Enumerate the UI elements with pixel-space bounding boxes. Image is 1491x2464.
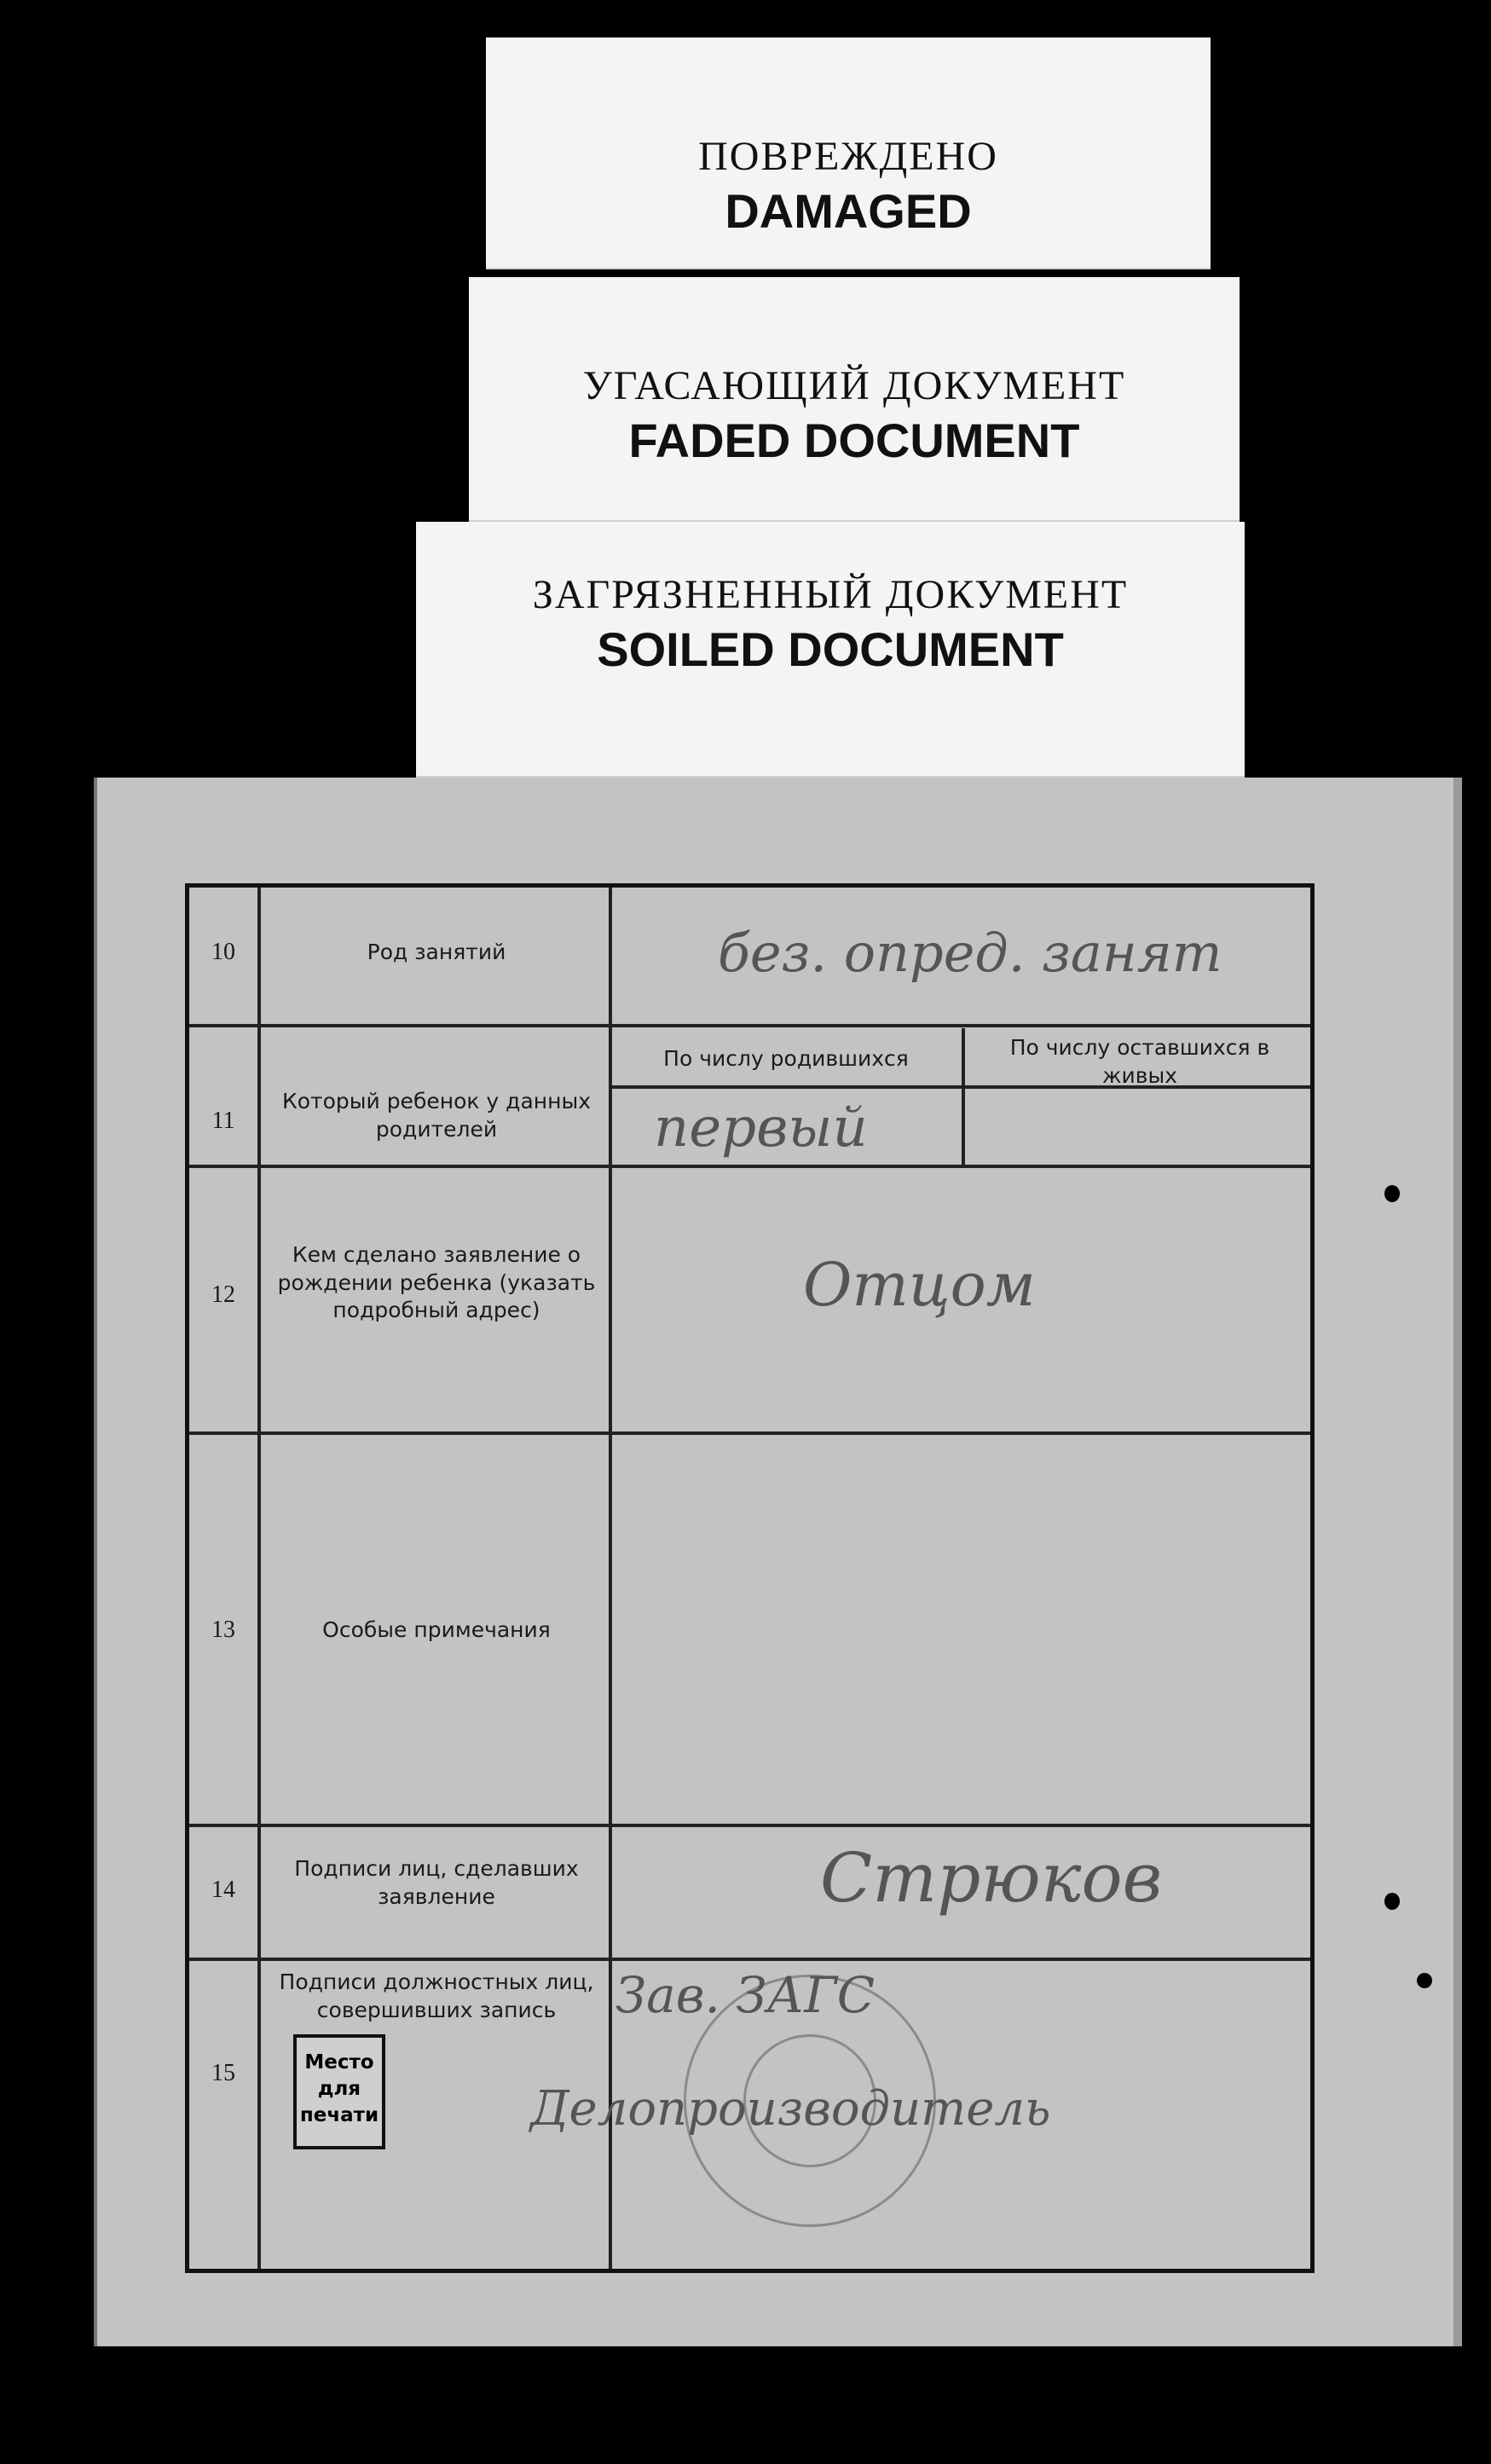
document-page [94,778,1453,2346]
row-divider [189,1024,1310,1027]
row-number: 13 [211,1617,235,1643]
stamp-place-box [293,2034,385,2149]
col-divider-label [609,888,612,2269]
soiled-label-ru: ЗАГРЯЗНЕННЫЙ ДОКУМЕНТ [532,572,1129,617]
handwritten-clerk-line: Делопроизводитель [530,2081,1051,2137]
damaged-label-ru: ПОВРЕЖДЕНО [698,134,998,179]
handwritten-child-order: первый [654,1096,868,1160]
row-divider [189,1432,1310,1435]
col-divider-num [257,888,261,2269]
row-number: 14 [211,1877,235,1903]
col-header-surviving: По числу оставшихся в живых [1009,1035,1270,1088]
soiled-label-card [416,522,1245,776]
handwritten-occupation: без. опред. занят [718,922,1222,984]
binding-hole [1417,1973,1432,1988]
row-label-child-order: Который ребенок у данных родителей [281,1089,591,1142]
page-edge [1453,778,1462,2346]
row-number: 15 [211,2060,235,2086]
soiled-label-en: SOILED DOCUMENT [597,622,1064,676]
row-divider [189,1824,1310,1827]
binding-hole [1384,1185,1400,1202]
row-label-declarant-signature: Подписи лиц, сделавших заявление [294,1856,579,1909]
row-divider [189,1958,1310,1961]
col-divider-sub [962,1028,965,1166]
stamp-place-label: Место для печати [299,2051,379,2127]
row-number: 11 [211,1108,235,1134]
row-label-declarant: Кем сделано заявление о рождении ребенка (указать подробный адрес) [277,1242,596,1322]
damaged-label-card [486,38,1211,268]
faded-label-en: FADED DOCUMENT [628,414,1080,467]
row-number: 10 [211,939,235,965]
row-number: 12 [211,1281,235,1308]
handwritten-declarant-signature: Стрюков [820,1838,1163,1917]
col-header-born: По числу родившихся [663,1046,909,1071]
faded-label-ru: УГАСАЮЩИЙ ДОКУМЕНТ [582,363,1126,408]
damaged-label-en: DAMAGED [725,184,972,238]
row-label-remarks: Особые примечания [322,1617,551,1642]
faded-label-card [469,277,1240,520]
handwritten-declarant: Отцом [803,1250,1036,1320]
binding-hole [1384,1893,1400,1910]
birth-record-form-table [185,883,1315,2273]
row-label-official-signatures: Подписи должностных лиц, совершивших запись [279,1969,594,2022]
row-label-occupation: Род занятий [367,940,506,964]
row-divider [189,1165,1310,1168]
handwritten-registrar-line: Зав. ЗАГС [615,1966,876,2024]
